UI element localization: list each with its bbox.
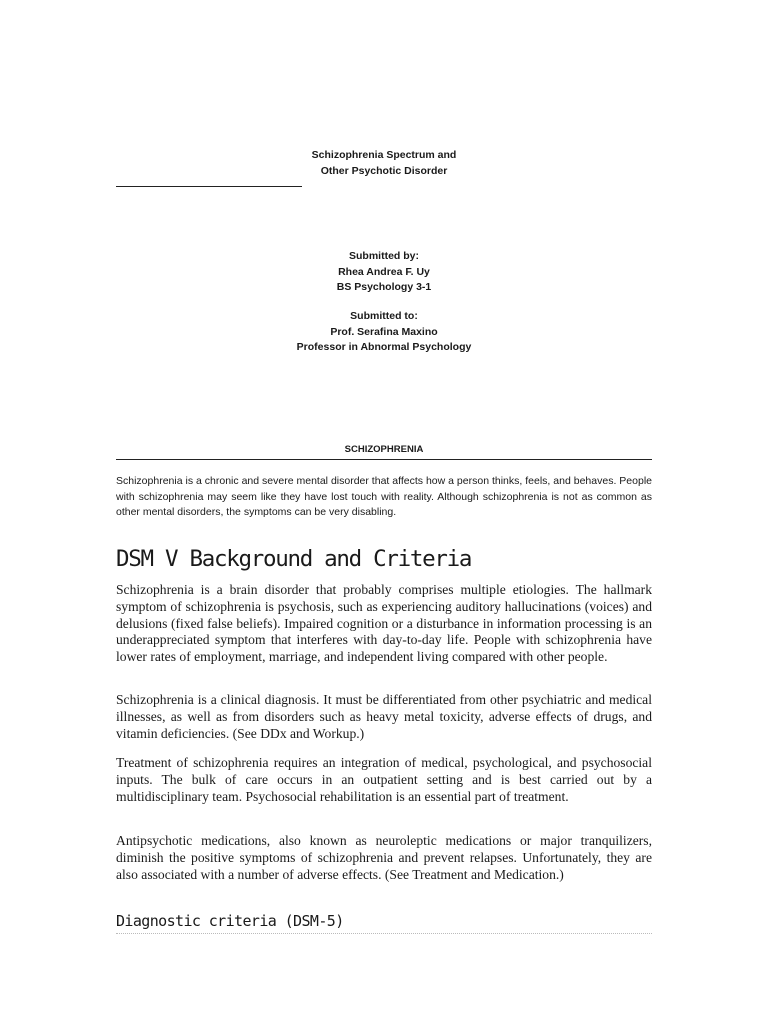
dsm-paragraph-3: Treatment of schizophrenia requires an integration of medical, psychological, and psychosocial inputs. The bulk of care occurs in an outpatient setting and is best carried out by a multidisciplinary team. Psychosocial rehabilitation is an essential part of treatment. [116,755,652,804]
title-line-1: Schizophrenia Spectrum and [311,149,457,161]
diagnostic-criteria-rule [116,933,652,934]
submitted-to-block [0,309,768,356]
section-rule [116,459,652,460]
dsm-heading: DSM V Background and Criteria [116,546,472,572]
student-name: Rhea Andrea F. Uy [338,265,430,278]
diagnostic-criteria-heading: Diagnostic criteria (DSM-5) [116,912,344,930]
student-program: BS Psychology 3-1 [336,281,432,293]
section-heading: SCHIZOPHRENIA [344,444,424,455]
title-underline [116,186,302,187]
professor-title: Professor in Abnormal Psychology [296,341,472,353]
submitted-by-label: Submitted by: [349,250,419,262]
submitted-to-label: Submitted to: [350,310,418,322]
dsm-paragraph-2: Schizophrenia is a clinical diagnosis. It must be differentiated from other psychiatric and medical illnesses, as well as from disorders such as heavy metal toxicity, adverse effects of drugs, and vitamin deficiencies. (See DDx and Workup.) [116,692,652,741]
title-line-2: Other Psychotic Disorder [320,165,448,177]
dsm-paragraph-4: Antipsychotic medications, also known as neuroleptic medications or major tranquilizers, diminish the positive symptoms of schizophrenia and prevent relapses. Unfortunately, they are also associated with a number of adverse effects. (See Treatment and Medication.) [116,833,652,882]
dsm-paragraph-1: Schizophrenia is a brain disorder that probably comprises multiple etiologies. The hallmark symptom of schizophrenia is psychosis, such as experiencing auditory hallucinations (voices) and delusions (fixed false beliefs). Impaired cognition or a disturbance in information processing is an underappreciated symptom that interferes with day-to-day life. People with schizophrenia have lower rates of employment, marriage, and independent living compared with other people. [116,582,652,665]
document-title [0,147,768,179]
professor-name: Prof. Serafina Maxino [330,325,438,338]
submitted-by-block [0,249,768,296]
intro-paragraph: Schizophrenia is a chronic and severe mental disorder that affects how a person thinks, feels, and behaves. People with schizophrenia may seem like they have lost touch with reality. Although schizophrenia is not as common as other mental disorders, the symptoms can be very disabling. [116,475,652,518]
